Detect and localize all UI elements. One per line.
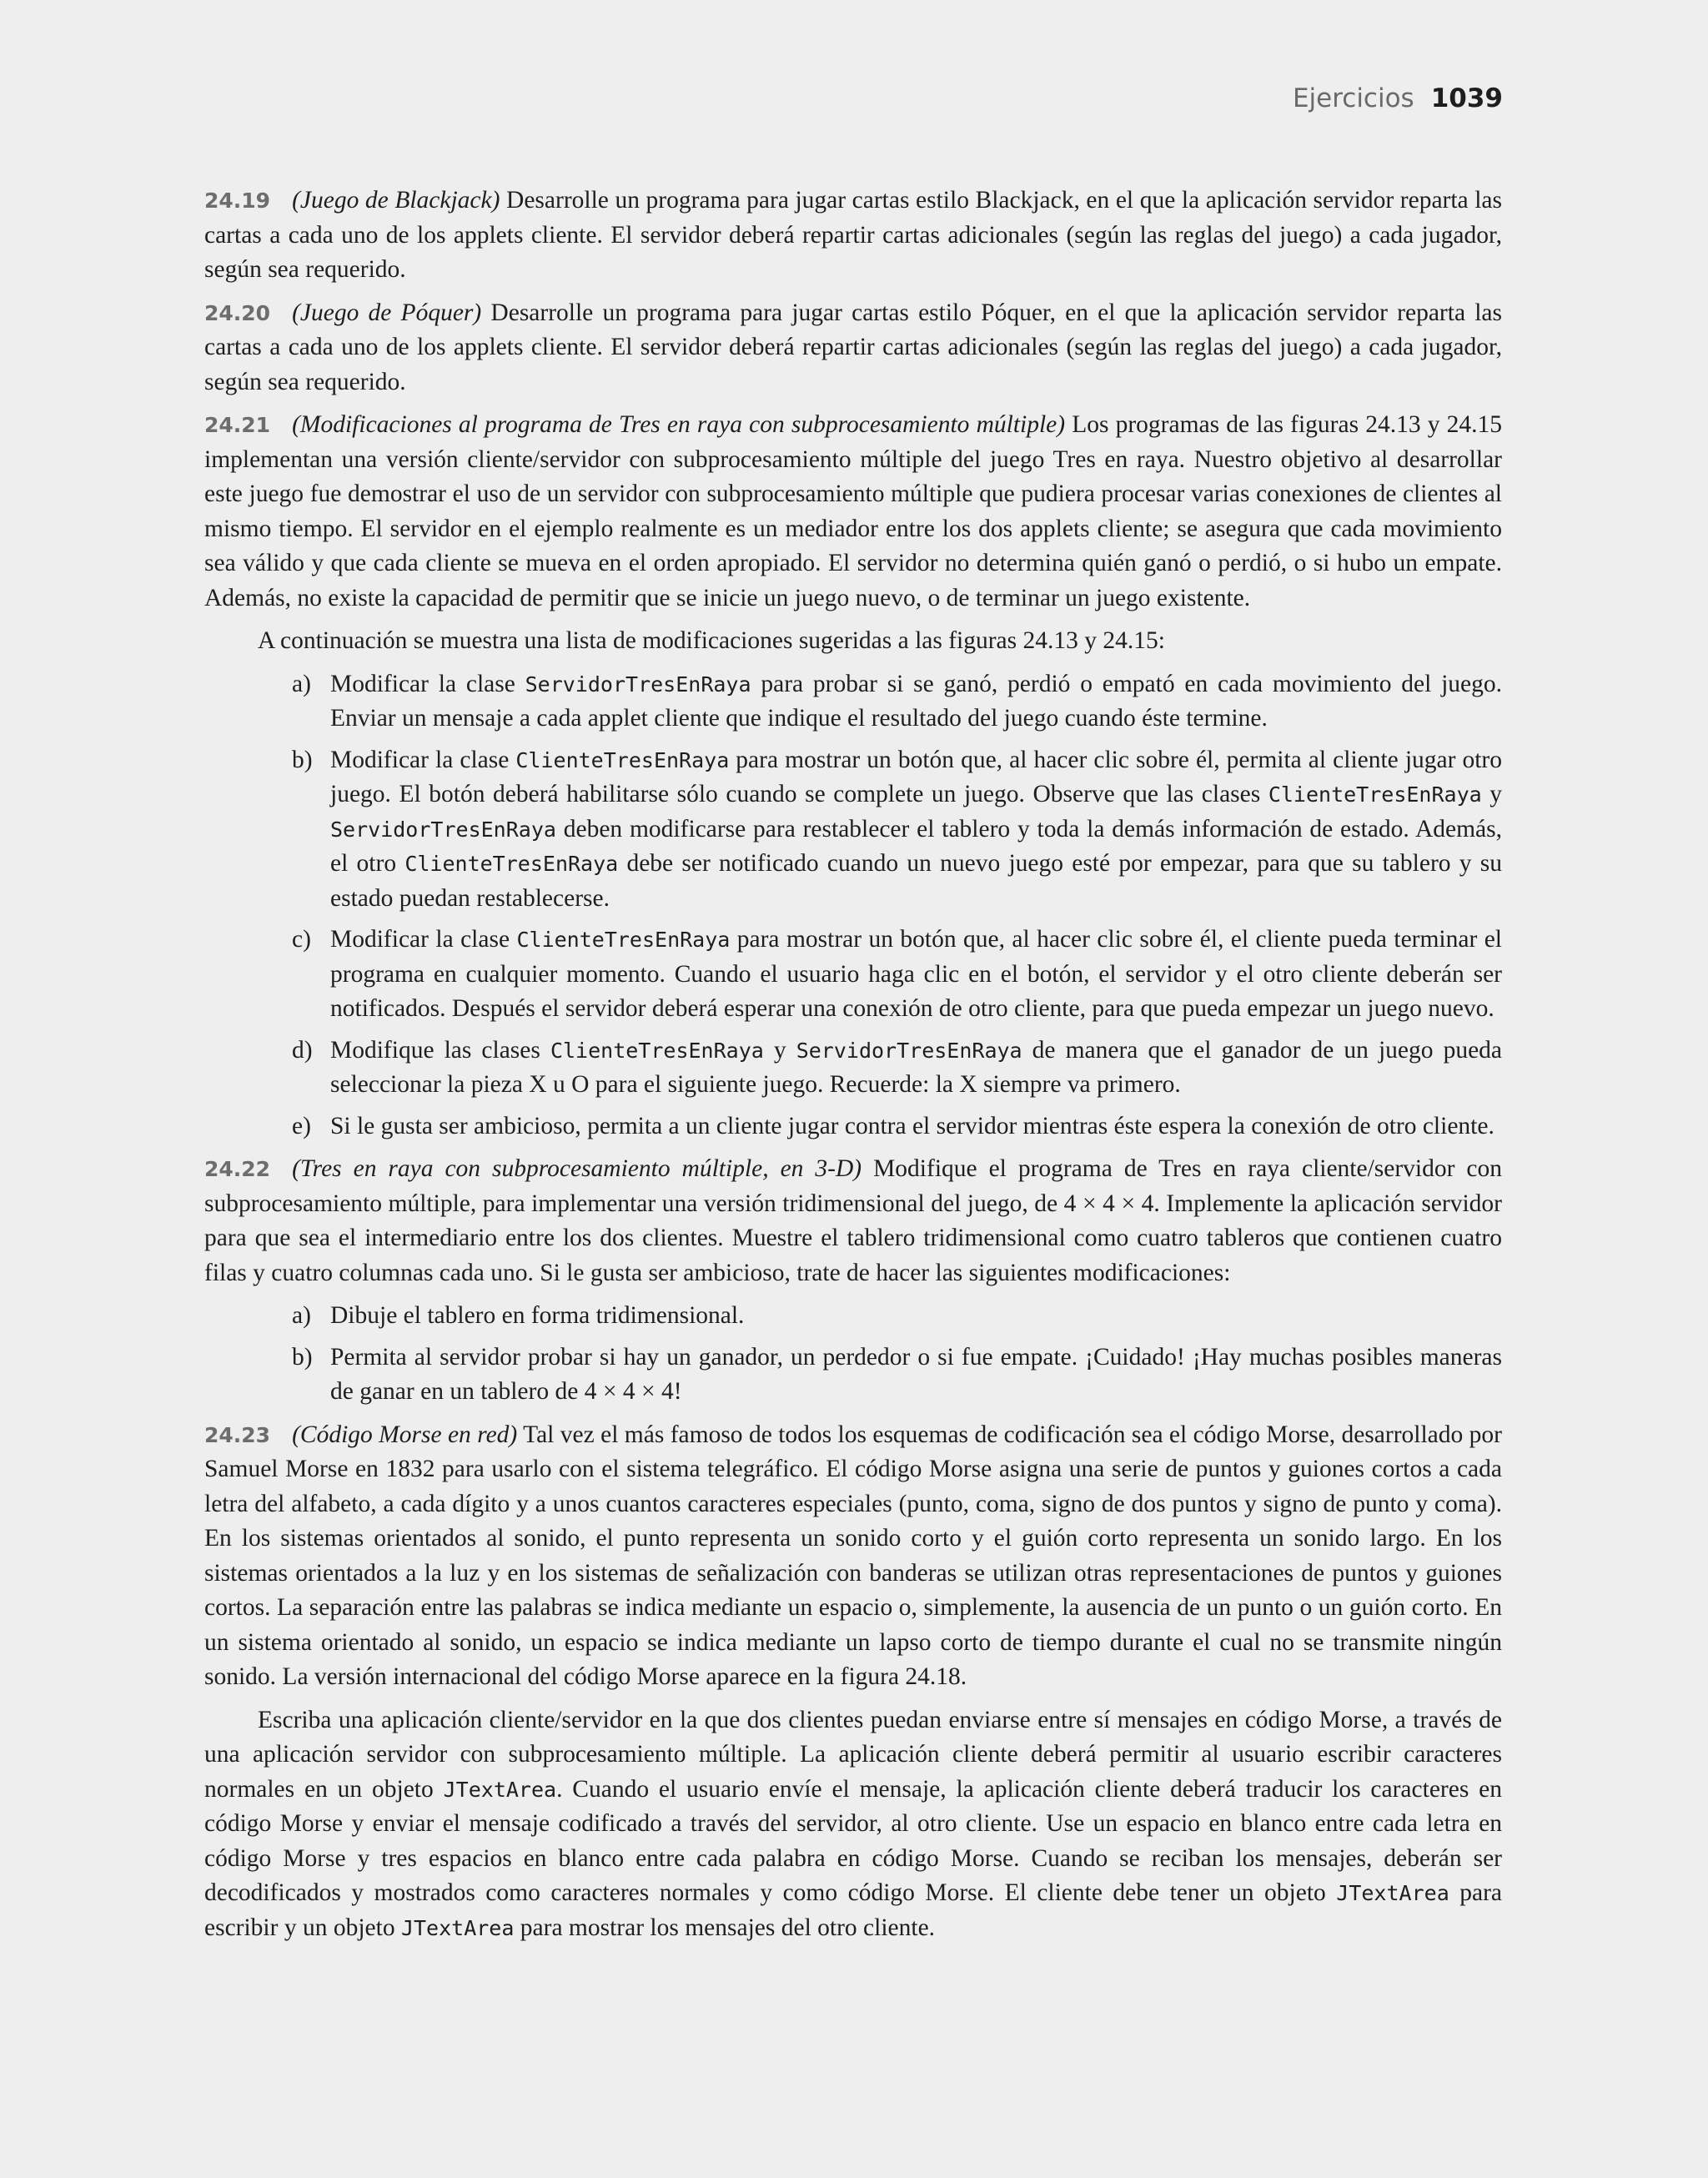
text-run: para mostrar los mensajes del otro cliente. — [514, 1914, 936, 1941]
exercise-number: 24.21 — [204, 413, 271, 437]
item-text — [330, 923, 1502, 1027]
item-label: c) — [292, 926, 311, 953]
list-item — [204, 667, 1502, 737]
list-item — [204, 923, 1502, 1027]
item-label: b) — [292, 746, 313, 773]
exercise-text: Los programas de las figuras 24.13 y 24.15 implementan una versión cliente/servidor con subprocesamiento múltiple del juego Tres en raya. Nuestro objetivo al desarrollar este juego fue demostrar el uso de un servidor con subprocesamiento múltiple que pudiera procesar varias conexiones de clientes al mismo tiempo. El servidor en el ejemplo realmente es un mediador entre los dos applets cliente; se asegura que cada movimiento sea válido y que cada cliente se mueva en el orden apropiado. El servidor no determina quién ganó o perdió, o si hubo un empate. Además, no existe la capacidad de permitir que se inicie un juego nuevo, o de terminar un juego existente. — [204, 411, 1502, 611]
class-name: ClienteTresEnRaya — [1268, 782, 1482, 807]
text-run: debe ser notificado cuando un nuevo juego esté por empezar, para que su tablero y su estado puedan restablecerse. — [330, 850, 1503, 912]
class-name: JTextArea — [443, 1777, 557, 1802]
running-header — [1293, 82, 1503, 115]
exercise-text: Desarrolle un programa para jugar cartas estilo Póquer, en el que la aplicación servidor reparta las cartas a cada uno de los applets cliente. El servidor deberá repartir cartas adicionales (según las reglas del juego) a cada jugador, según sea requerido. — [204, 299, 1502, 395]
text-run: y — [763, 1036, 796, 1064]
section-title: Ejercicios — [1292, 83, 1414, 113]
list-item — [204, 1109, 1502, 1144]
class-name: ServidorTresEnRaya — [796, 1038, 1022, 1063]
exercise-24-22 — [204, 1152, 1502, 1290]
text-run: para probar si se ganó, perdió o empató en cada movimiento del juego. Enviar un mensaje a cada applet cliente que indique el resultado del juego cuando éste termine. — [330, 670, 1502, 732]
exercise-title: (Código Morse en red) — [292, 1421, 518, 1448]
exercise-24-20 — [204, 296, 1502, 400]
exercise-number: 24.22 — [204, 1157, 271, 1181]
class-name: ServidorTresEnRaya — [525, 672, 751, 697]
item-text: Si le gusta ser ambicioso, permita a un cliente jugar contra el servidor mientras éste espera la conexión de otro cliente. — [330, 1112, 1494, 1139]
text-run: y — [1481, 781, 1502, 807]
item-text — [330, 1034, 1502, 1103]
exercise-title: (Modificaciones al programa de Tres en raya con subprocesamiento múltiple) — [292, 411, 1066, 438]
exercise-number: 24.19 — [204, 189, 271, 213]
modification-list — [204, 1299, 1502, 1410]
text-run: deben modificarse para restablecer el tablero y toda la demás información de estado. Además, el otro — [330, 815, 1502, 877]
exercise-paragraph — [204, 1703, 1502, 1946]
exercise-title: (Juego de Póquer) — [292, 299, 482, 326]
class-name: ServidorTresEnRaya — [330, 817, 556, 842]
class-name: JTextArea — [1336, 1881, 1449, 1905]
exercise-text: Tal vez el más famoso de todos los esquemas de codificación sea el código Morse, desarrollado por Samuel Morse en 1832 para usarlo con el sistema telegráfico. El código Morse asigna una serie de puntos y guiones cortos a cada letra del alfabeto, a cada dígito y a unos cuantos caracteres especiales (punto, coma, signo de dos puntos y signo de punto y coma). En los sistemas orientados al sonido, el punto representa un sonido corto y el guión corto representa un sonido largo. En los sistemas orientados a la luz y en los sistemas de señalización con banderas se utilizan otras representaciones de puntos y guiones cortos. La separación entre las palabras se indica mediante un espacio o, simplemente, la ausencia de un punto o un guión corto. En un sistema orientado al sonido, un espacio se indica mediante un lapso corto de tiempo durante el cual no se transmite ningún sonido. La versión internacional del código Morse aparece en la figura 24.18. — [204, 1421, 1502, 1690]
item-label: a) — [292, 670, 311, 697]
class-name: JTextArea — [400, 1915, 515, 1940]
item-label: e) — [292, 1112, 311, 1139]
exercise-24-23 — [204, 1418, 1502, 1695]
item-text: Permita al servidor probar si hay un ganador, un perdedor o si fue empate. ¡Cuidado! ¡Hay muchas posibles maneras de ganar en un tablero de 4 × 4 × 4! — [330, 1343, 1502, 1405]
exercise-text: Desarrolle un programa para jugar cartas estilo Blackjack, en el que la aplicación servidor reparta las cartas a cada uno de los applets cliente. El servidor deberá repartir cartas adicionales (según las reglas del juego) a cada jugador, según sea requerido. — [204, 187, 1502, 283]
exercise-number: 24.20 — [204, 300, 271, 325]
item-label: d) — [292, 1036, 313, 1064]
list-item — [204, 1034, 1502, 1103]
item-text — [330, 667, 1502, 737]
list-item — [204, 1299, 1502, 1334]
text-run: Modificar la clase — [330, 746, 516, 773]
page-number: 1039 — [1430, 83, 1503, 113]
text-run: Modificar la clase — [330, 926, 517, 953]
exercise-title: (Juego de Blackjack) — [292, 187, 500, 214]
item-label: b) — [292, 1343, 313, 1371]
class-name: ClienteTresEnRaya — [516, 928, 731, 952]
exercise-title: (Tres en raya con subprocesamiento múltiple, en 3-D) — [292, 1155, 862, 1182]
exercise-24-21 — [204, 408, 1502, 616]
text-run: para escribir y un objeto — [204, 1879, 1502, 1941]
exercise-list — [204, 184, 1502, 1954]
text-run: Modifique las clases — [330, 1036, 550, 1064]
modification-list — [204, 667, 1502, 1144]
class-name: ClienteTresEnRaya — [550, 1038, 764, 1063]
text-run: para mostrar un botón que, al hacer clic sobre él, permita al cliente jugar otro juego. El botón deberá habilitarse sólo cuando se complete un juego. Observe que las clases — [330, 746, 1503, 807]
list-item — [204, 743, 1502, 917]
exercise-24-19 — [204, 184, 1502, 288]
text-run: . Cuando el usuario envíe el mensaje, la aplicación cliente deberá traducir los caracteres en código Morse y enviar el mensaje codificado a través del servidor, al otro cliente. Use un espacio en blanco entre cada letra en código Morse y tres espacios en blanco entre cada palabra en código Morse. Cuando se reciban los mensajes, deberán ser decodificados y mostrados como caracteres normales y como código Morse. El cliente debe tener un objeto — [204, 1775, 1502, 1906]
text-run: para mostrar un botón que, al hacer clic sobre él, el cliente pueda terminar el programa en cualquier momento. Cuando el usuario haga clic en el botón, el servidor y el otro cliente deberán ser notificados. Después el servidor deberá esperar una conexión de otro cliente, para que pueda empezar un juego nuevo. — [330, 926, 1503, 1022]
text-run: Modificar la clase — [330, 670, 525, 697]
exercise-text: Modifique el programa de Tres en raya cliente/servidor con subprocesamiento múltiple, para implementar una versión tridimensional del juego, de 4 × 4 × 4. Implemente la aplicación servidor para que sea el intermediario entre los dos clientes. Muestre el tablero tridimensional como cuatro tableros que contienen cuatro filas y cuatro columnas cada uno. Si le gusta ser ambicioso, trate de hacer las siguientes modificaciones: — [204, 1155, 1503, 1286]
item-text — [330, 743, 1502, 917]
item-label: a) — [292, 1302, 311, 1329]
text-run: Escriba una aplicación cliente/servidor en la que dos clientes puedan enviarse entre sí mensajes en código Morse, a través de una aplicación servidor con subprocesamiento múltiple. La aplicación cliente deberá permitir al usuario escribir caracteres normales en un objeto — [204, 1706, 1502, 1803]
exercise-intro: A continuación se muestra una lista de modificaciones sugeridas a las figuras 24.13 y 24.15: — [258, 627, 1165, 654]
exercise-number: 24.23 — [204, 1422, 271, 1447]
text-run: de manera que el ganador de un juego pueda seleccionar la pieza X u O para el siguiente juego. Recuerde: la X siempre va primero. — [330, 1036, 1503, 1098]
item-text: Dibuje el tablero en forma tridimensional. — [330, 1302, 745, 1329]
class-name: ClienteTresEnRaya — [515, 747, 730, 772]
class-name: ClienteTresEnRaya — [404, 852, 619, 876]
list-item — [204, 1341, 1502, 1410]
